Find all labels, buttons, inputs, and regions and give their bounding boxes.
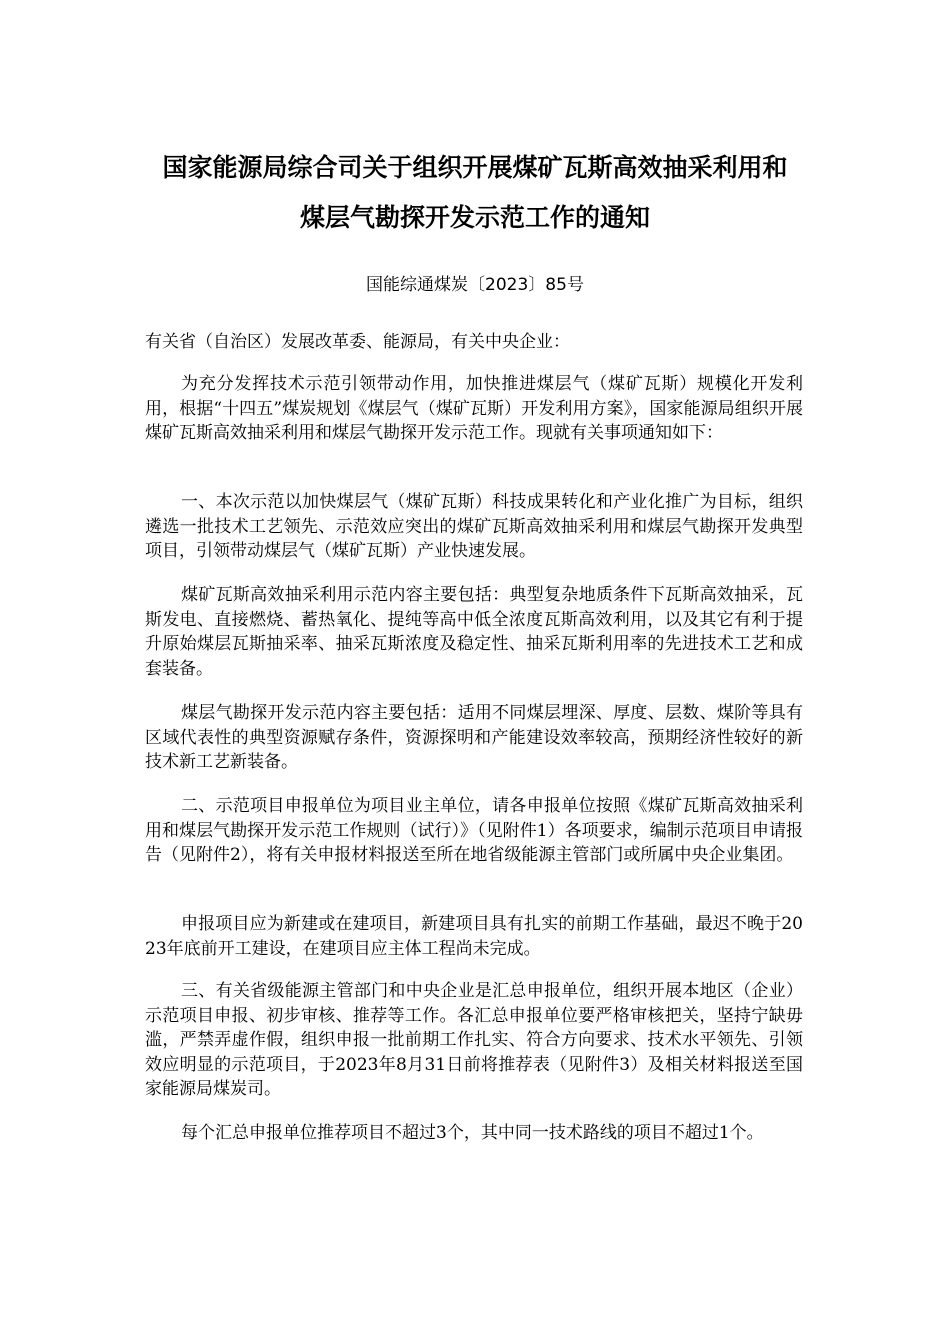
document-title-line-1: 国家能源局综合司关于组织开展煤矿瓦斯高效抽采利用和	[162, 153, 788, 182]
paragraph-gas-extraction-content: 煤矿瓦斯高效抽采利用示范内容主要包括：典型复杂地质条件下瓦斯高效抽采，瓦斯发电、直接燃烧、蓄热氧化、提纯等高中低全浓度瓦斯高效利用，以及其它有利于提升原始煤层瓦斯抽采率、抽采瓦斯浓度及稳定性、抽采瓦斯利用率的先进技术工艺和成套装备。	[145, 585, 803, 679]
paragraph-section-3: 三、有关省级能源主管部门和中央企业是汇总申报单位，组织开展本地区（企业）示范项目申报、初步审核、推荐等工作。各汇总申报单位要严格审核把关，坚持宁缺毋滥，严禁弄虚作假，组织申报一批前期工作扎实、符合方向要求、技术水平领先、引领效应明显的示范项目，于2023年8月31日前将推荐表（见附件3）及相关材料报送至国家能源局煤炭司。	[145, 981, 803, 1099]
paragraph-section-2: 二、示范项目申报单位为项目业主单位，请各申报单位按照《煤矿瓦斯高效抽采利用和煤层气勘探开发示范工作规则（试行）》（见附件1）各项要求，编制示范项目申请报告（见附件2），将有关申报材料报送至所在地省级能源主管部门或所属中央企业集团。	[145, 796, 803, 865]
paragraph-recommendation-limit: 每个汇总申报单位推荐项目不超过3个，其中同一技术路线的项目不超过1个。	[181, 1123, 764, 1143]
salutation: 有关省（自治区）发展改革委、能源局，有关中央企业：	[145, 332, 570, 352]
paragraph-cbm-exploration-content: 煤层气勘探开发示范内容主要包括：适用不同煤层埋深、厚度、层数、煤阶等具有区域代表性的典型资源赋存条件，资源探明和产能建设效率较高，预期经济性较好的新技术新工艺新装备。	[145, 703, 803, 772]
document-title-line-2: 煤层气勘探开发示范工作的通知	[299, 203, 650, 232]
document-number: 国能综通煤炭〔2023〕85号	[366, 275, 584, 295]
paragraph-intro: 为充分发挥技术示范引领带动作用，加快推进煤层气（煤矿瓦斯）规模化开发利用，根据“十四五”煤炭规划《煤层气（煤矿瓦斯）开发利用方案》，国家能源局组织开展煤矿瓦斯高效抽采利用和煤层气勘探开发示范工作。现就有关事项通知如下：	[145, 374, 803, 443]
paragraph-project-requirements: 申报项目应为新建或在建项目，新建项目具有扎实的前期工作基础，最迟不晚于2023年底前开工建设，在建项目应主体工程尚未完成。	[145, 914, 803, 959]
paragraph-section-1: 一、本次示范以加快煤层气（煤矿瓦斯）科技成果转化和产业化推广为目标，组织遴选一批技术工艺领先、示范效应突出的煤矿瓦斯高效抽采利用和煤层气勘探开发典型项目，引领带动煤层气（煤矿瓦斯）产业快速发展。	[145, 492, 803, 561]
